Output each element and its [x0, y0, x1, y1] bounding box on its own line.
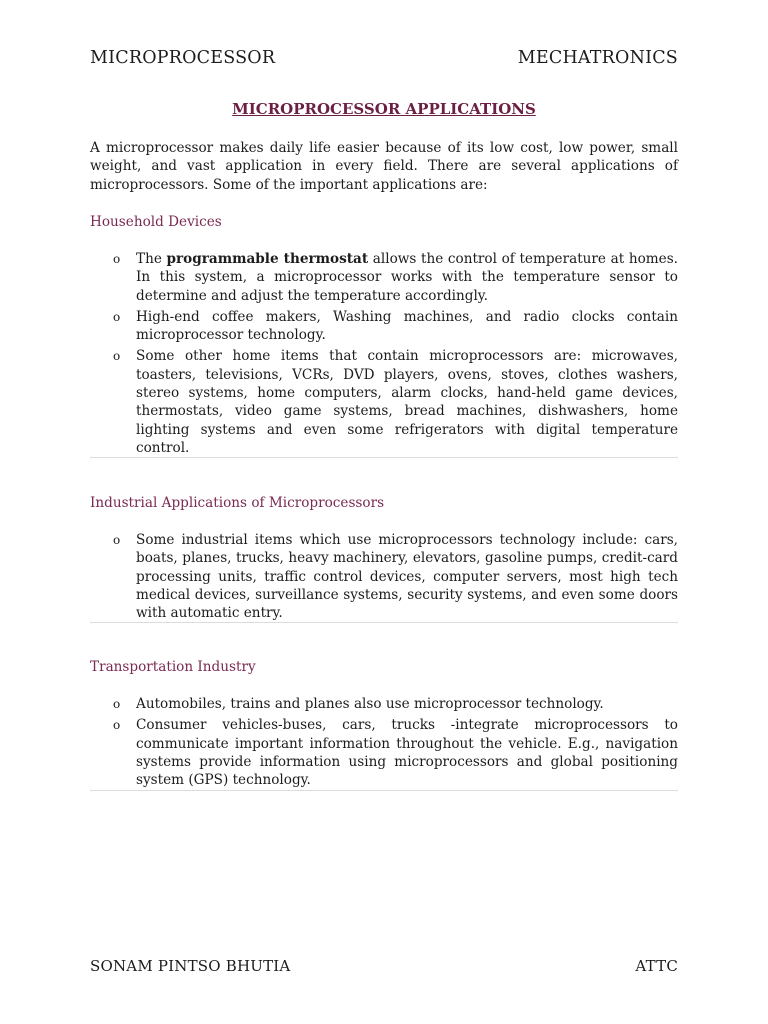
header-right-text: MECHATRONICS	[517, 48, 678, 68]
intro-paragraph: A microprocessor makes daily life easier because of its low cost, low power, small weight, and vast application in every field. There are several applications of microprocessors. Some of the important applications are:	[90, 140, 678, 193]
bullet-marker: o	[113, 533, 121, 547]
list-item-text: allows the control of temperature at homes. In this system, a microprocessor works with the temperature sensor to determine and adjust the temperature accordingly.	[136, 251, 678, 304]
list-item	[113, 347, 678, 457]
list-item-text: Some other home items that contain microprocessors are: microwaves, toasters, televisions, VCRs, DVD players, ovens, stoves, clothes washers, stereo systems, home computers, alarm clocks, hand-held game devices, thermostats, video game systems, bread machines, dishwashers, home lighting systems and even some refrigerators with digital temperature control.	[136, 348, 678, 456]
list-item	[113, 308, 678, 345]
bullet-marker: o	[113, 252, 121, 266]
footer-left-text: SONAM PINTSO BHUTIA	[90, 957, 291, 975]
list-item-prefix: The	[136, 251, 167, 267]
list-item-text: Consumer vehicles-buses, cars, trucks -integrate microprocessors to communicate important information throughout the vehicle. E.g., navigation systems provide information using microprocessors and global positioning system (GPS) technology.	[136, 717, 678, 789]
bullet-marker: o	[113, 718, 121, 733]
header-left-text: MICROPROCESSOR	[90, 48, 276, 68]
section-heading-industrial: Industrial Applications of Microprocessors	[90, 495, 385, 511]
section-heading-household: Household Devices	[90, 214, 222, 230]
bullet-marker: o	[113, 349, 121, 364]
industrial-list	[113, 531, 678, 625]
section-divider	[90, 457, 678, 458]
household-list	[113, 250, 678, 460]
transportation-list	[113, 695, 678, 792]
section-divider	[90, 622, 678, 623]
list-item	[113, 716, 678, 789]
list-item-text: Some industrial items which use microprocessors technology include: cars, boats, planes, trucks, heavy machinery, elevators, gasoline pumps, credit-card processing units, traffic control devices, computer servers, most high tech medical devices, surveillance systems, security systems, and even some doors with automatic entry.	[136, 532, 678, 622]
list-item	[113, 695, 678, 713]
footer-right-text: ATTC	[635, 957, 678, 975]
page-footer	[90, 957, 678, 975]
section-heading-transportation: Transportation Industry	[90, 659, 256, 675]
list-item	[113, 250, 678, 305]
list-item-text: Automobiles, trains and planes also use microprocessor technology.	[136, 696, 604, 712]
document-title: MICROPROCESSOR APPLICATIONS	[232, 100, 536, 118]
bullet-marker: o	[113, 697, 121, 711]
list-item	[113, 531, 678, 622]
list-item-bold: programmable thermostat	[166, 251, 369, 267]
section-divider	[90, 790, 678, 791]
list-item-text: High-end coffee makers, Washing machines, and radio clocks contain microprocessor technology.	[136, 308, 678, 344]
bullet-marker: o	[113, 309, 121, 324]
page-header	[90, 48, 678, 68]
